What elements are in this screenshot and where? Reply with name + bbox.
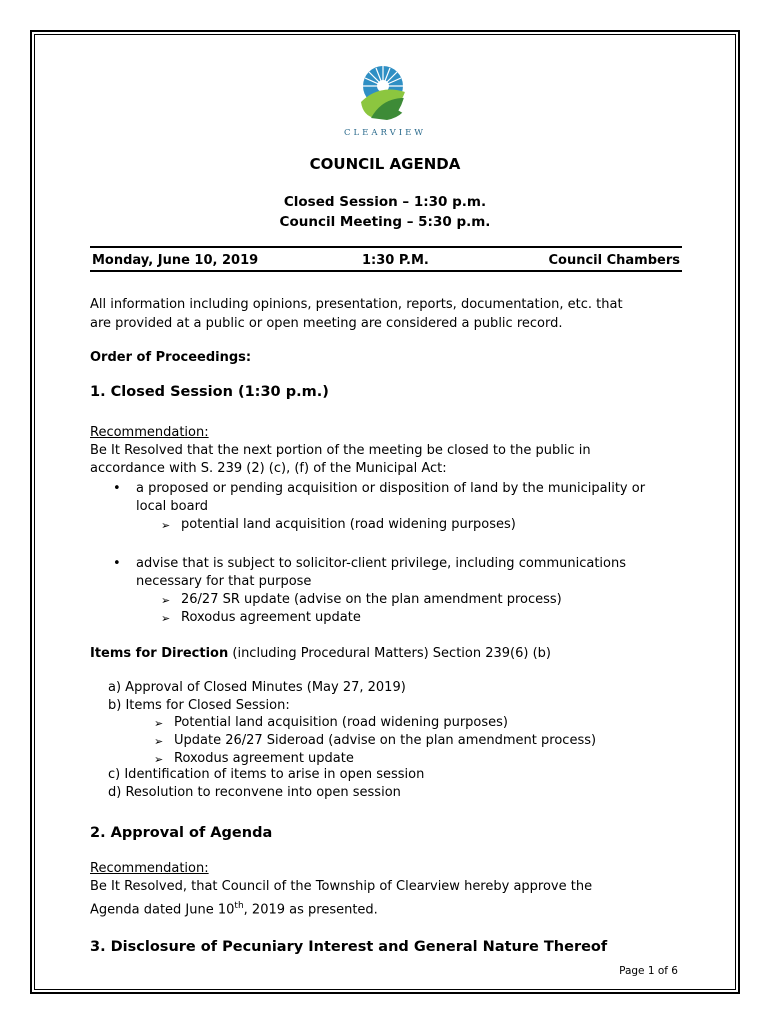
arrow-bullet-icon: ➢ (161, 594, 171, 607)
item-c: c) Identification of items to arise in open session (108, 767, 425, 782)
bullet-2-line-1: advise that is subject to solicitor-client privilege, including communications (136, 556, 626, 571)
items-for-direction-label: Items for Direction (90, 646, 229, 661)
items-for-direction (90, 645, 551, 664)
ordinal-suffix: th (234, 901, 244, 911)
item-d: d) Resolution to reconvene into open session (108, 785, 401, 800)
arrow-bullet-icon: ➢ (154, 717, 164, 730)
clearview-logo-icon (357, 62, 413, 122)
section-3-heading: 3. Disclosure of Pecuniary Interest and General Nature Thereof (90, 939, 608, 955)
arrow-bullet-icon: ➢ (154, 753, 164, 766)
section-2-recommendation-label: Recommendation: (90, 861, 209, 876)
arrow-bullet-icon: ➢ (154, 735, 164, 748)
items-for-direction-detail: (including Procedural Matters) Section 239(6) (b) (228, 646, 551, 661)
section-1-rec-line-2: accordance with S. 239 (2) (c), (f) of the Municipal Act: (90, 461, 447, 476)
meeting-info-bar (90, 246, 682, 272)
bullet-2-line-2: necessary for that purpose (136, 574, 312, 589)
meeting-date: Monday, June 10, 2019 (92, 253, 259, 268)
item-b-sub-3: Roxodus agreement update (174, 751, 354, 766)
bullet-icon: • (113, 481, 121, 496)
section-2-heading: 2. Approval of Agenda (90, 825, 273, 841)
order-of-proceedings-heading: Order of Proceedings: (90, 350, 252, 365)
agenda-title: COUNCIL AGENDA (309, 155, 461, 173)
logo-wordmark: CLEARVIEW (343, 128, 427, 138)
section-2-rec-line-2 (90, 897, 378, 920)
bullet-icon: • (113, 556, 121, 571)
bullet-1-sub-1: potential land acquisition (road widening purposes) (181, 517, 516, 532)
arrow-bullet-icon: ➢ (161, 612, 171, 625)
section-1-recommendation-label: Recommendation: (90, 425, 209, 440)
arrow-bullet-icon: ➢ (161, 519, 171, 532)
bullet-1-line-1: a proposed or pending acquisition or disposition of land by the municipality or (136, 481, 646, 496)
section-2-rec-line-1: Be It Resolved, that Council of the Township of Clearview hereby approve the (90, 879, 593, 894)
section-1-rec-line-1: Be It Resolved that the next portion of the meeting be closed to the public in (90, 443, 591, 458)
closed-session-time: Closed Session – 1:30 p.m. (283, 194, 487, 210)
rec-line-2-start: Agenda dated June 10 (90, 902, 235, 918)
section-1-heading: 1. Closed Session (1:30 p.m.) (90, 384, 329, 400)
bullet-2-sub-1: 26/27 SR update (advise on the plan amendment process) (181, 592, 562, 607)
intro-line-2: are provided at a public or open meeting are considered a public record. (90, 316, 563, 331)
meeting-time: 1:30 P.M. (362, 253, 429, 268)
item-b-sub-1: Potential land acquisition (road widening purposes) (174, 715, 508, 730)
item-b-sub-2: Update 26/27 Sideroad (advise on the plan amendment process) (174, 733, 597, 748)
rec-line-2-end: , 2019 as presented. (243, 902, 378, 918)
meeting-location: Council Chambers (548, 253, 680, 268)
bullet-2-sub-2: Roxodus agreement update (181, 610, 361, 625)
council-meeting-time: Council Meeting – 5:30 p.m. (279, 214, 491, 230)
item-b: b) Items for Closed Session: (108, 698, 290, 713)
bullet-1-line-2: local board (136, 499, 208, 514)
page-number: Page 1 of 6 (619, 965, 678, 977)
intro-line-1: All information including opinions, presentation, reports, documentation, etc. that (90, 297, 623, 312)
item-a: a) Approval of Closed Minutes (May 27, 2019) (108, 680, 406, 695)
